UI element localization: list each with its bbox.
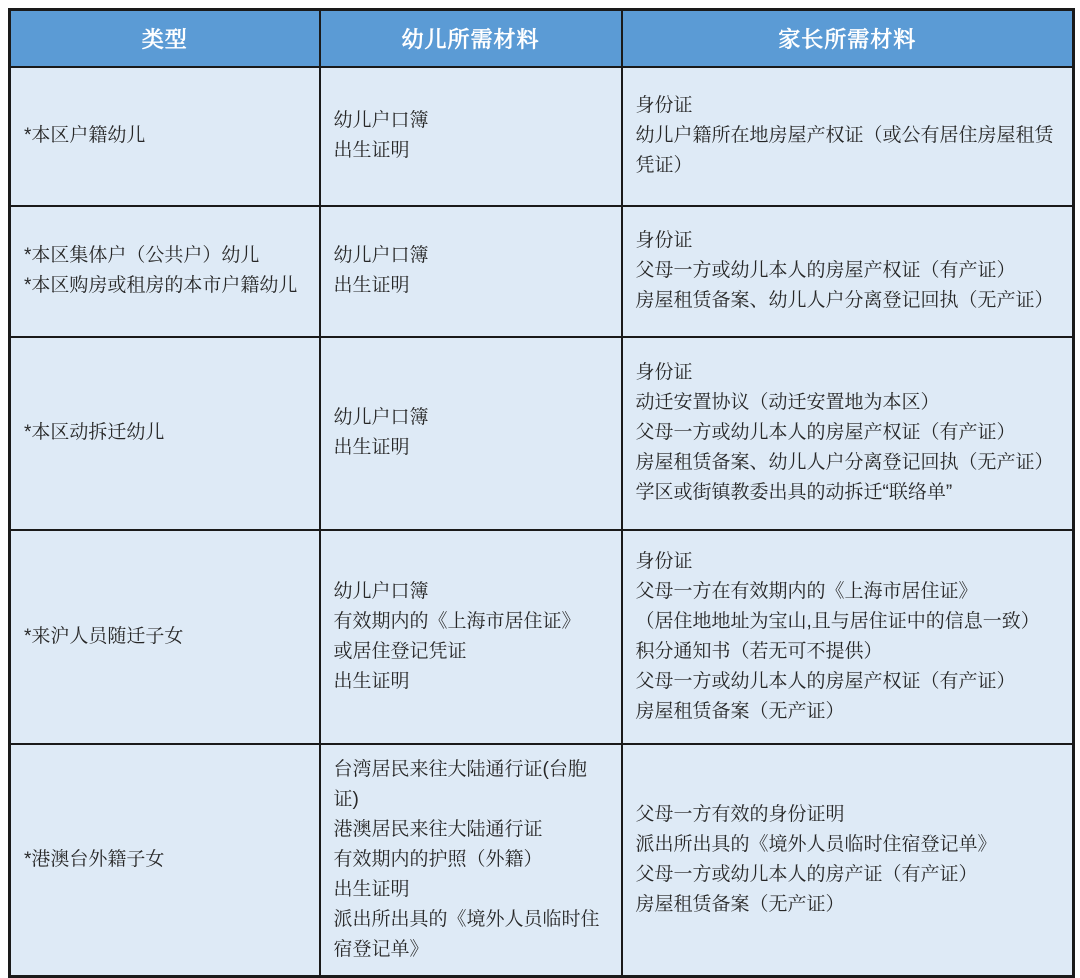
cell-child-materials	[320, 337, 622, 530]
table-row	[10, 337, 1074, 530]
cell-type	[10, 530, 320, 744]
cell-line: （居住地地址为宝山,且与居住证中的信息一致）	[635, 610, 1040, 632]
cell-line: 出生证明	[333, 670, 410, 692]
cell-line: *本区购房或租房的本市户籍幼儿	[24, 275, 298, 296]
cell-line: 父母一方或幼儿本人的房产证（有产证）	[635, 863, 978, 885]
header-type: 类型	[10, 10, 320, 67]
cell-child-materials	[320, 744, 622, 977]
cell-line: 出生证明	[333, 878, 410, 900]
cell-type	[10, 67, 320, 206]
cell-line: 房屋租赁备案、幼儿人户分离登记回执（无产证）	[635, 290, 1054, 311]
cell-line: 出生证明	[333, 275, 410, 296]
cell-line: 父母一方有效的身份证明	[635, 803, 845, 825]
enrollment-materials-table	[8, 8, 1075, 978]
cell-line: 港澳居民来往大陆通行证	[333, 818, 543, 840]
cell-line: 幼儿户口簿	[333, 407, 429, 428]
cell-line: 派出所出具的《境外人员临时住宿登记单》	[635, 833, 997, 855]
cell-line: *来沪人员随迁子女	[24, 625, 184, 647]
header-child-materials: 幼儿所需材料	[320, 10, 622, 67]
cell-child-materials	[320, 67, 622, 206]
cell-child-materials	[320, 206, 622, 337]
cell-line: 父母一方或幼儿本人的房屋产权证（有产证）	[635, 670, 1016, 692]
table-row	[10, 206, 1074, 337]
cell-line: 父母一方或幼儿本人的房屋产权证（有产证）	[635, 260, 1016, 281]
cell-line: 幼儿户口簿	[333, 110, 429, 131]
cell-parent-materials	[622, 744, 1074, 977]
cell-line: 身份证	[635, 550, 693, 572]
cell-line: 幼儿户籍所在地房屋产权证（或公有居住房屋租赁凭证）	[635, 125, 1054, 176]
cell-line: 身份证	[635, 362, 693, 383]
cell-line: 台湾居民来往大陆通行证(台胞证)	[333, 758, 587, 810]
table-header	[10, 10, 1074, 67]
cell-parent-materials	[622, 67, 1074, 206]
cell-line: 动迁安置协议（动迁安置地为本区）	[635, 392, 940, 413]
cell-type	[10, 337, 320, 530]
cell-line: 父母一方在有效期内的《上海市居住证》	[635, 580, 978, 602]
cell-line: *港澳台外籍子女	[24, 848, 165, 870]
cell-line: 房屋租赁备案、幼儿人户分离登记回执（无产证）	[635, 452, 1054, 473]
cell-parent-materials	[622, 206, 1074, 337]
cell-line: *本区动拆迁幼儿	[24, 422, 165, 443]
cell-line: 有效期内的护照（外籍）	[333, 848, 543, 870]
table-row	[10, 67, 1074, 206]
cell-line: 有效期内的《上海市居住证》	[333, 610, 581, 632]
cell-type	[10, 206, 320, 337]
cell-line: *本区户籍幼儿	[24, 125, 146, 146]
cell-line: 幼儿户口簿	[333, 580, 429, 602]
cell-child-materials	[320, 530, 622, 744]
table-row	[10, 530, 1074, 744]
cell-line: 出生证明	[333, 140, 410, 161]
cell-line: 幼儿户口簿	[333, 245, 429, 266]
cell-line: 积分通知书（若无可不提供）	[635, 640, 883, 662]
cell-line: 身份证	[635, 95, 693, 116]
cell-line: 房屋租赁备案（无产证）	[635, 893, 845, 915]
cell-line: 身份证	[635, 230, 693, 251]
header-parent-materials: 家长所需材料	[622, 10, 1074, 67]
table-body	[10, 67, 1074, 977]
cell-line: 学区或街镇教委出具的动拆迁“联络单”	[635, 482, 953, 503]
header-row	[10, 10, 1074, 67]
cell-line: 父母一方或幼儿本人的房屋产权证（有产证）	[635, 422, 1016, 443]
cell-line: 房屋租赁备案（无产证）	[635, 700, 845, 722]
cell-parent-materials	[622, 337, 1074, 530]
cell-line: 或居住登记凭证	[333, 640, 467, 662]
cell-type	[10, 744, 320, 977]
cell-parent-materials	[622, 530, 1074, 744]
cell-line: 派出所出具的《境外人员临时住宿登记单》	[333, 908, 600, 960]
table-row	[10, 744, 1074, 977]
cell-line: *本区集体户（公共户）幼儿	[24, 245, 260, 266]
cell-line: 出生证明	[333, 437, 410, 458]
